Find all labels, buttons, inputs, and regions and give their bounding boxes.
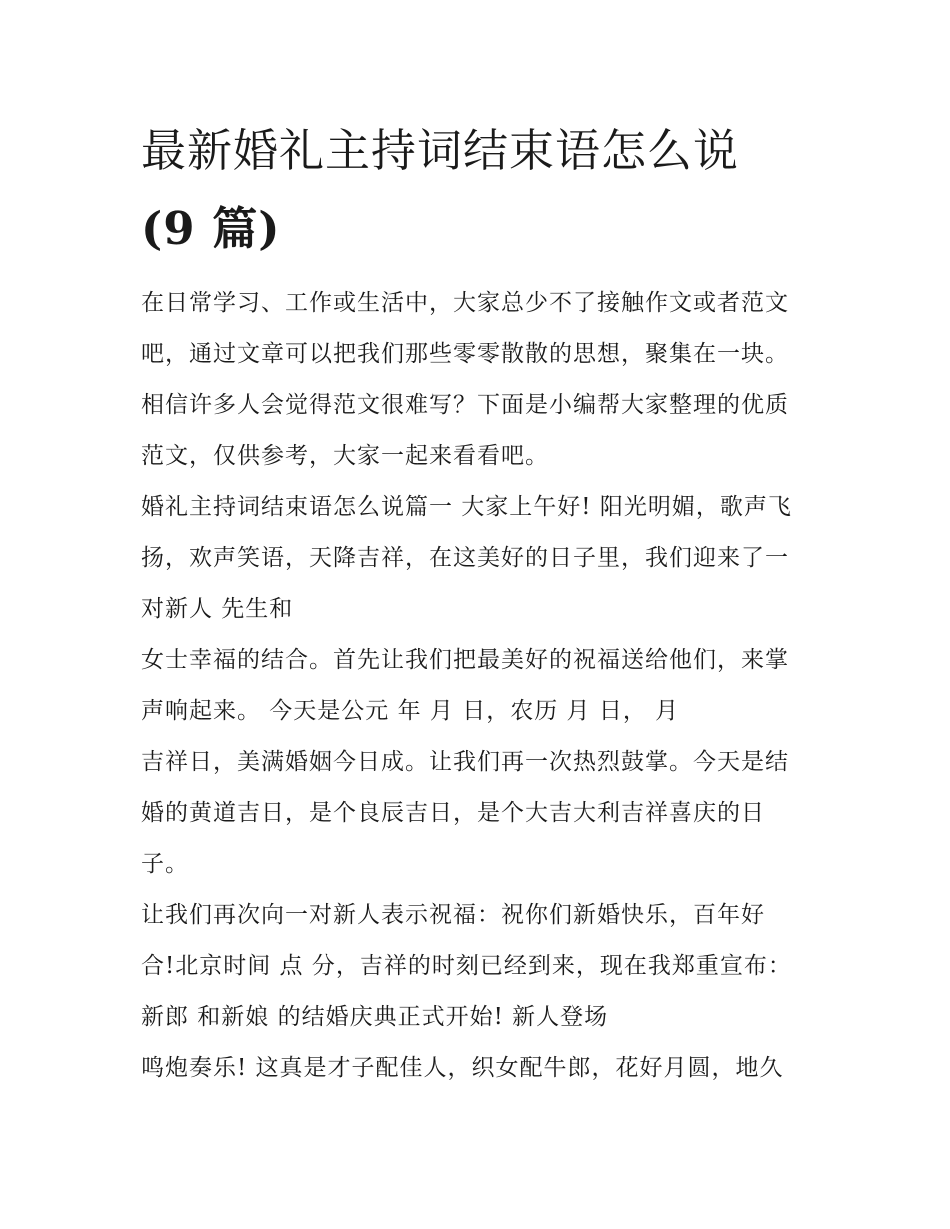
body-line: 对新人 先生和 — [141, 596, 294, 622]
body-line: 鸣炮奏乐! 这真是才子配佳人，织女配牛郎，花好月圆，地久 — [141, 1055, 784, 1081]
body-line: 新郎 和新娘 的结婚庆典正式开始! 新人登场 — [141, 1004, 609, 1030]
body-line: 范文，仅供参考，大家一起来看看吧。 — [141, 443, 549, 469]
body-line: 在日常学习、工作或生活中，大家总少不了接触作文或者范文 — [141, 290, 789, 316]
body-line: 子。 — [141, 851, 189, 877]
body-line: 婚的黄道吉日，是个良辰吉日，是个大吉大利吉祥喜庆的日 — [141, 800, 765, 826]
title-line-2: (9 篇) — [141, 202, 281, 255]
title-line-1: 最新婚礼主持词结束语怎么说 — [141, 124, 740, 177]
body-line: 吉祥日，美满婚姻今日成。让我们再一次热烈鼓掌。今天是结 — [141, 749, 789, 775]
body-line: 合!北京时间 点 分，吉祥的时刻已经到来，现在我郑重宣布： — [141, 953, 792, 979]
document-body — [141, 278, 821, 1094]
body-line: 声响起来。 今天是公元 年 月 日，农历 月 日， 月 — [141, 698, 680, 724]
body-line: 婚礼主持词结束语怎么说篇一 大家上午好! 阳光明媚，歌声飞 — [141, 494, 792, 520]
document-page — [141, 112, 821, 1094]
body-line: 女士幸福的结合。首先让我们把最美好的祝福送给他们，来掌 — [141, 647, 789, 673]
body-line: 相信许多人会觉得范文很难写？下面是小编帮大家整理的优质 — [141, 392, 789, 418]
document-title — [141, 112, 821, 268]
body-line: 扬，欢声笑语，天降吉祥，在这美好的日子里，我们迎来了一 — [141, 545, 789, 571]
body-line: 让我们再次向一对新人表示祝福：祝你们新婚快乐，百年好 — [141, 902, 765, 928]
body-line: 吧，通过文章可以把我们那些零零散散的思想，聚集在一块。 — [141, 341, 789, 367]
